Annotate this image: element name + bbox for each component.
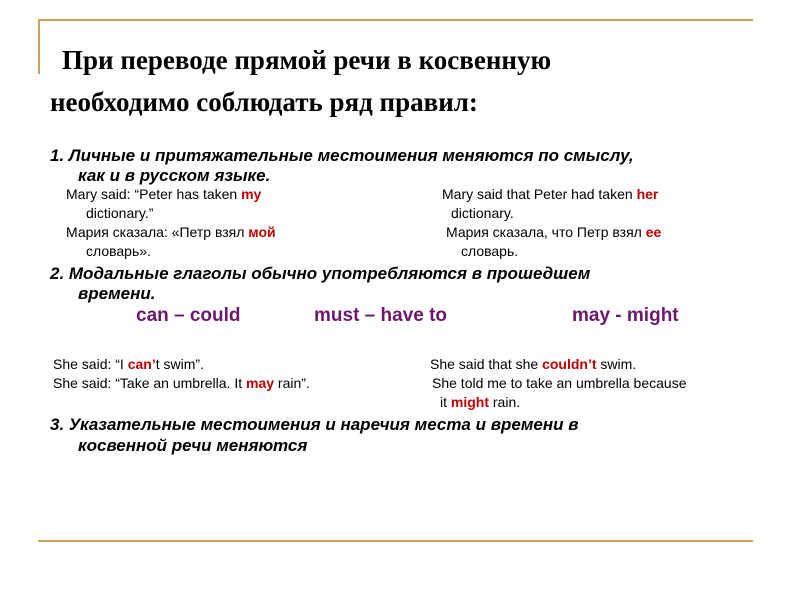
- highlight-word: can’: [127, 356, 156, 372]
- rule1-example-ru-indirect: Мария сказала, что Петр взял ее: [446, 224, 662, 240]
- highlight-word: may: [246, 375, 275, 391]
- bottom-divider: [38, 540, 753, 542]
- highlight-word: her: [636, 186, 659, 202]
- rule1-example-en-indirect-cont: dictionary.: [451, 205, 514, 221]
- left-accent-line: [38, 19, 40, 74]
- modal-pair-can: can – could: [136, 305, 241, 326]
- highlight-word: ее: [645, 224, 662, 240]
- rule3-heading-line1: 3. Указательные местоимения и наречия места и времени в: [50, 415, 579, 434]
- highlight-word: couldn’t: [542, 356, 597, 372]
- rule1-example-en-direct-cont: dictionary.”: [86, 205, 154, 221]
- highlight-word: мой: [248, 224, 276, 240]
- slide-title-line2: необходимо соблюдать ряд правил:: [50, 87, 478, 117]
- rule2-heading-line1: 2. Модальные глаголы обычно употребляются в прошедшем: [50, 264, 591, 283]
- rule1-example-ru-direct-cont: словарь».: [86, 243, 151, 259]
- rule1-heading-line2: как и в русском языке.: [78, 166, 271, 185]
- rule2-heading-line2: времени.: [78, 284, 156, 303]
- rule1-example-ru-direct: Мария сказала: «Петр взял мой: [66, 224, 276, 240]
- rule2-example1-direct: She said: “I can’t swim”.: [53, 356, 204, 372]
- highlight-word: might: [450, 394, 489, 410]
- rule2-example2-indirect-cont: it might rain.: [440, 394, 521, 410]
- slide-title-line1: При переводе прямой речи в косвенную: [62, 45, 552, 75]
- rule1-example-en-direct: Mary said: “Peter has taken my: [66, 186, 262, 202]
- rule2-example1-indirect: She said that she couldn’t swim.: [430, 356, 637, 372]
- rule1-example-en-indirect: Mary said that Peter had taken her: [442, 186, 659, 202]
- rule2-example2-direct: She said: “Take an umbrella. It may rain”.: [53, 375, 310, 391]
- rule1-example-ru-indirect-cont: словарь.: [461, 243, 519, 259]
- rule3-heading-line2: косвенной речи меняются: [78, 436, 308, 455]
- highlight-word: my: [241, 186, 262, 202]
- top-divider: [38, 19, 753, 21]
- modal-pair-must: must – have to: [314, 305, 448, 326]
- modal-pair-may: may - might: [572, 305, 679, 326]
- rule1-heading-line1: 1. Личные и притяжательные местоимения меняются по смыслу,: [50, 146, 634, 165]
- rule2-example2-indirect: She told me to take an umbrella because: [432, 375, 687, 391]
